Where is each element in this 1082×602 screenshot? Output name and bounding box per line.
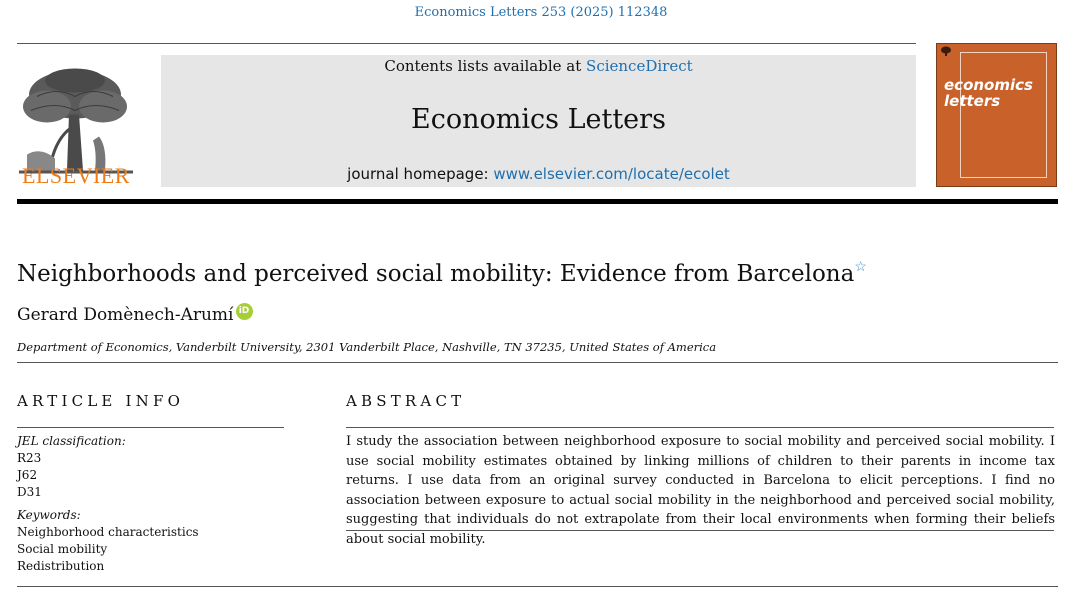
header-thick-divider bbox=[17, 199, 1058, 204]
author-name: Gerard Domènech-Arumí bbox=[17, 305, 234, 325]
keyword-item: Social mobility bbox=[17, 542, 108, 556]
keywords-label: Keywords: bbox=[17, 508, 81, 522]
journal-name: Economics Letters bbox=[411, 104, 666, 135]
article-info-divider bbox=[17, 427, 284, 428]
journal-citation[interactable]: Economics Letters 253 (2025) 112348 bbox=[414, 5, 668, 20]
sciencedirect-link[interactable]: ScienceDirect bbox=[586, 57, 693, 75]
orcid-icon[interactable]: iD bbox=[236, 303, 253, 320]
cover-elsevier-mini-icon bbox=[940, 46, 952, 56]
jel-code: J62 bbox=[17, 468, 38, 482]
homepage-line bbox=[161, 165, 916, 183]
journal-cover-frame bbox=[960, 52, 1047, 178]
article-info-heading: ARTICLE INFO bbox=[17, 392, 185, 410]
abstract-end-divider bbox=[346, 530, 1054, 531]
journal-homepage-link[interactable]: www.elsevier.com/locate/ecolet bbox=[493, 165, 730, 183]
contents-line bbox=[161, 57, 916, 75]
article-title-text: Neighborhoods and perceived social mobility: Evidence from Barcelona bbox=[17, 261, 855, 287]
elsevier-logo-text: ELSEVIER bbox=[22, 163, 130, 188]
article-title bbox=[17, 261, 867, 287]
jel-code: D31 bbox=[17, 485, 42, 499]
cover-title-line2: letters bbox=[944, 92, 1001, 110]
affiliation-divider bbox=[17, 362, 1058, 363]
author-line bbox=[17, 305, 253, 325]
cover-title bbox=[944, 77, 1054, 109]
homepage-prefix: journal homepage: bbox=[347, 165, 494, 183]
abstract-heading: ABSTRACT bbox=[346, 392, 466, 410]
keyword-item: Redistribution bbox=[17, 559, 105, 573]
abstract-divider bbox=[346, 427, 1054, 428]
jel-classification-label: JEL classification: bbox=[17, 434, 126, 448]
bottom-divider bbox=[17, 586, 1058, 587]
abstract-text: I study the association between neighborhood exposure to social mobility and perceived social mobility. I use social mobility estimates obtained by linking millions of children to their parents in income tax returns. I use data from an original survey conducted in Barcelona to elicit perceptions. I find no association between exposure to actual social mobility in the neighborhood and perceived social mobility, suggesting that individuals do not extrapolate from their local environments when forming their beliefs about social mobility. bbox=[346, 434, 1055, 547]
contents-prefix: Contents lists available at bbox=[384, 57, 587, 75]
keyword-item: Neighborhood characteristics bbox=[17, 525, 199, 539]
author-affiliation: Department of Economics, Vanderbilt University, 2301 Vanderbilt Place, Nashville, TN 37235, United States of America bbox=[17, 340, 717, 354]
top-divider bbox=[17, 43, 916, 44]
jel-code: R23 bbox=[17, 451, 42, 465]
title-footnote-star-icon[interactable]: ☆ bbox=[854, 259, 867, 275]
cover-title-line1: economics bbox=[944, 76, 1033, 94]
